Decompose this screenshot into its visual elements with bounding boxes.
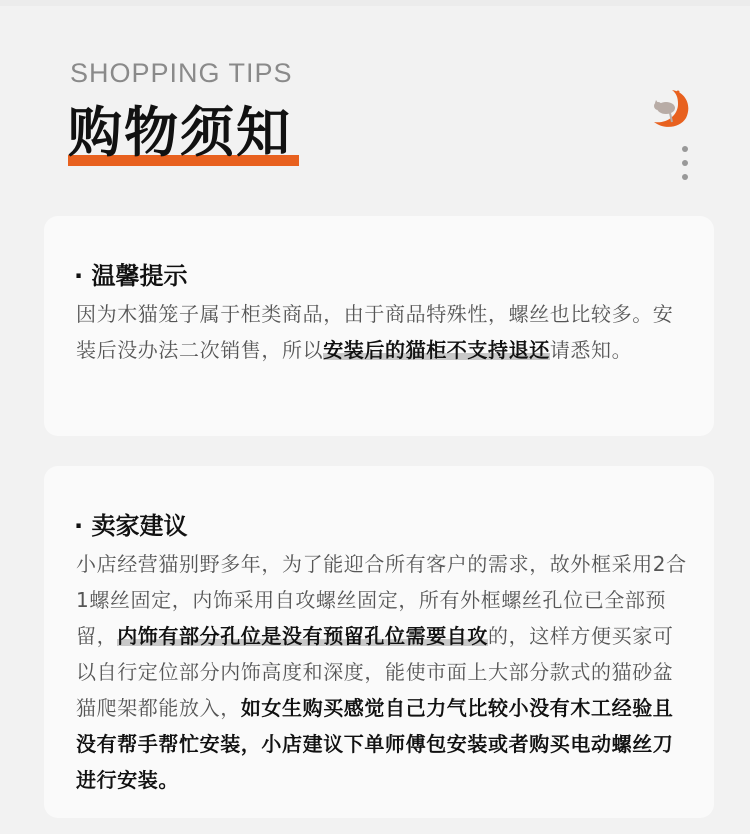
moon-cat-icon	[642, 82, 694, 130]
warm-tip-heading: · 温馨提示	[74, 262, 188, 290]
page-title: 购物须知	[68, 101, 292, 164]
seller-advice-text	[76, 546, 688, 798]
warm-tip-text	[76, 296, 688, 368]
title-block	[68, 98, 292, 168]
section-subtitle: SHOPPING TIPS	[70, 58, 293, 88]
seller-advice-text-bold: 如女生购买感觉自己力气比较小没有木工经验且没有帮手帮忙安装，小店建议下单师傅包安装或者购买电动螺丝刀进行安装。	[76, 696, 674, 792]
warm-tip-text-highlight: 安装后的猫柜不支持退还	[323, 338, 550, 362]
seller-advice-heading: · 卖家建议	[74, 512, 188, 540]
seller-advice-text-highlight: 内饰有部分孔位是没有预留孔位需要自攻	[117, 624, 489, 648]
vertical-dots-icon	[682, 146, 690, 184]
seller-advice-card	[44, 466, 714, 818]
warm-tip-text-plain: 因为木猫笼子属于柜类商品，由于商品特殊性，螺丝也比较多。安装后没办法二次销售，所以	[76, 302, 674, 362]
top-band	[0, 0, 750, 6]
seller-advice-text-plain: 小店经营猫别野多年，为了能迎合所有客户的需求，故外框采用2合1螺丝固定，内饰采用自攻螺丝固定，所有外框螺丝孔位已全部预留，	[76, 552, 687, 648]
warm-tip-card	[44, 216, 714, 436]
seller-advice-text-middle: 的，这样方便买家可以自行定位部分内饰高度和深度，能使市面上大部分款式的猫砂盆猫爬架都能放入，	[76, 624, 674, 720]
warm-tip-text-end: 请悉知。	[549, 338, 633, 362]
